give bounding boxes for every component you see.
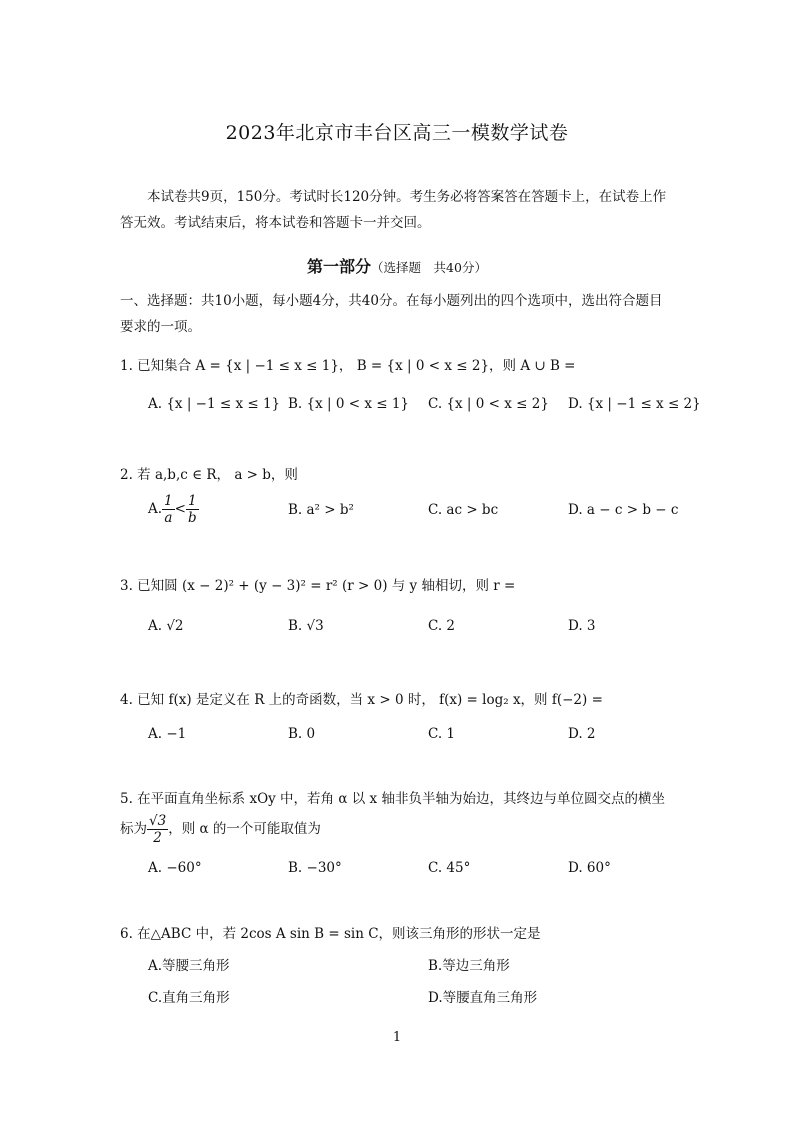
option-d: D.等腰直角三角形 — [428, 990, 538, 1006]
question-2 — [120, 463, 680, 526]
option-a: A. −60° — [148, 860, 202, 876]
question-stem: 4. 已知 f(x) 是定义在 R 上的奇函数，当 x > 0 时， f(x) = log₂ x，则 f(−2) = — [120, 692, 603, 708]
question-stem: 6. 在△ABC 中，若 2cos A sin B = sin C，则该三角形的形状一定是 — [120, 926, 541, 942]
option-a: A. {x | −1 ≤ x ≤ 1} — [148, 396, 281, 412]
exam-title: 2023年北京市丰台区高三一模数学试卷 — [225, 122, 569, 144]
option-b: B. {x | 0 < x ≤ 1} — [288, 396, 410, 412]
option-c: C.直角三角形 — [148, 990, 230, 1006]
question-stem-line2: 标为 $\frac{√3}{2}$ ，则 α 的一个可能取值为 — [120, 813, 321, 846]
option-d: D. 2 — [568, 726, 596, 742]
option-b: B. 0 — [288, 726, 316, 742]
question-stem: 5. 在平面直角坐标系 xOy 中，若角 α 以 x 轴非负半轴为始边，其终边与单位圆交点的横坐 — [120, 791, 665, 807]
fraction-right: $\frac{1}{b}$ — [187, 493, 197, 526]
page-number: 1 — [392, 1030, 402, 1045]
section-description: 一、选择题：共10小题，每小题4分，共40分。在每小题列出的四个选项中，选出符合题目要求的一项。 — [120, 293, 663, 335]
exam-instructions: 本试卷共9页，150分。考试时长120分钟。考生务必将答案答在答题卡上，在试卷上作答无效。考试结束后，将本试卷和答题卡一并交回。 — [120, 189, 667, 231]
part-heading — [0, 254, 794, 277]
question-5 — [120, 787, 680, 876]
part-subtitle: （选择题 共40分） — [371, 260, 487, 275]
question-stem: 3. 已知圆 (x − 2)² + (y − 3)² = r² (r > 0) 与 y 轴相切，则 r = — [120, 578, 516, 594]
option-a: A. −1 — [148, 726, 187, 742]
question-4 — [120, 688, 680, 742]
option-b: B. a² > b² — [288, 502, 354, 518]
option-b: B. √3 — [288, 618, 324, 634]
question-6 — [120, 922, 680, 1006]
option-c: C. 45° — [428, 860, 471, 876]
question-stem: 2. 若 a,b,c ∈ R， a > b，则 — [120, 467, 298, 483]
option-c: C. ac > bc — [428, 502, 499, 518]
option-c: C. 1 — [428, 726, 456, 742]
option-b: B. −30° — [288, 860, 342, 876]
option-d: D. 60° — [568, 860, 611, 876]
option-a: A.等腰三角形 — [148, 958, 230, 974]
fraction-left: $\frac{1}{a}$ — [164, 493, 173, 526]
option-a — [148, 493, 199, 526]
option-d: D. {x | −1 ≤ x ≤ 2} — [568, 396, 701, 412]
fraction: $\frac{√3}{2}$ — [149, 813, 167, 846]
comparison-operator: < — [174, 501, 186, 517]
question-3 — [120, 574, 680, 634]
question-stem: 1. 已知集合 A = {x | −1 ≤ x ≤ 1}， B = {x | 0 < x ≤ 2}，则 A ∪ B = — [120, 358, 576, 374]
option-c: C. {x | 0 < x ≤ 2} — [428, 396, 549, 412]
question-1 — [120, 354, 701, 412]
part-title: 第一部分 — [307, 257, 372, 276]
option-a: A. √2 — [148, 618, 184, 634]
option-d: D. 3 — [568, 618, 596, 634]
option-c: C. 2 — [428, 618, 456, 634]
option-d: D. a − c > b − c — [568, 502, 679, 518]
option-a-label: A. — [148, 501, 163, 517]
option-b: B.等边三角形 — [428, 958, 510, 974]
